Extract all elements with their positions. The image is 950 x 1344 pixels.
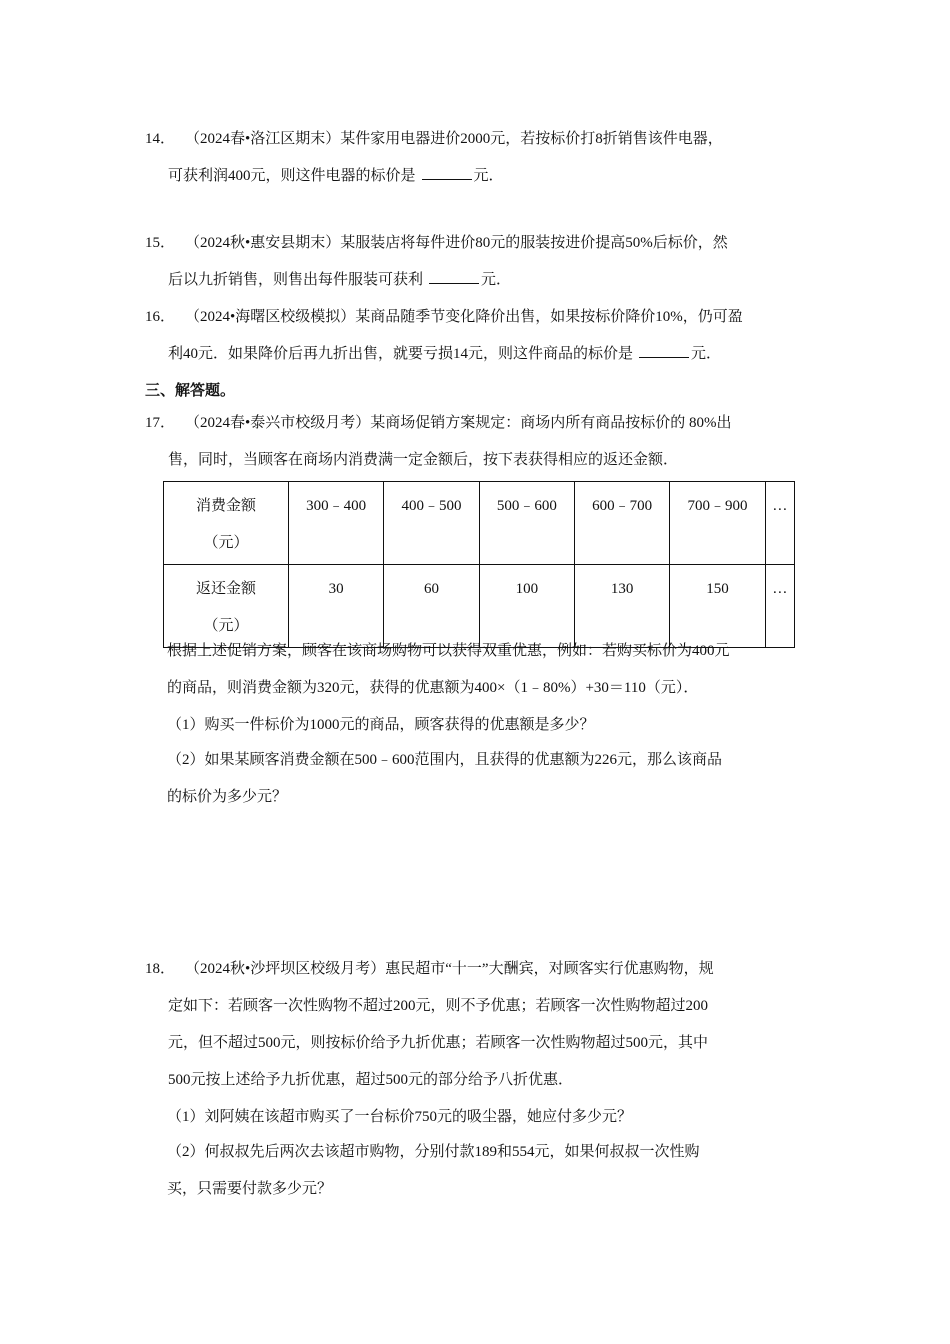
question-text-line: 定如下：若顾客一次性购物不超过200元，则不予优惠；若顾客一次性购物超过200 bbox=[168, 998, 709, 1014]
answer-blank[interactable] bbox=[639, 342, 689, 358]
question-number: 18． bbox=[145, 961, 176, 977]
table-cell: 600﹣700 bbox=[574, 482, 669, 565]
table-cell: 400﹣500 bbox=[384, 482, 479, 565]
table-cell: 100 bbox=[479, 565, 574, 648]
sub-question-text: 的标价为多少元？ bbox=[167, 789, 288, 805]
sub-question-2 bbox=[167, 1134, 812, 1208]
sub-question-text: （1）刘阿姨在该超市购买了一台标价750元的吸尘器，她应付多少元？ bbox=[167, 1109, 633, 1125]
question-text-line: （2024春•洛江区期末）某件家用电器进价2000元，若按标价打8折销售该件电器， bbox=[185, 131, 723, 147]
question-text-line: 可获利润400元，则这件电器的标价是 元． bbox=[145, 158, 810, 195]
table-cell: … bbox=[765, 482, 794, 565]
paragraph-line: 的商品，则消费金额为320元，获得的优惠额为400×（1﹣80%）+30＝110（元）． bbox=[167, 680, 699, 696]
question-text-line: （2024•海曙区校级模拟）某商品随季节变化降价出售，如果按标价降价10%，仍可盈 bbox=[185, 309, 743, 325]
sub-question-text: 买，只需要付款多少元？ bbox=[167, 1181, 333, 1197]
paragraph-line: 根据上述促销方案，顾客在该商场购物可以获得双重优惠，例如：若购买标价为400元 bbox=[167, 643, 730, 659]
question-16 bbox=[145, 299, 810, 373]
answer-blank[interactable] bbox=[429, 268, 479, 284]
example-paragraph bbox=[167, 633, 812, 707]
sub-question-1 bbox=[167, 1099, 812, 1136]
table-cell: 130 bbox=[574, 565, 669, 648]
question-text-line: 后以九折销售，则售出每件服装可获利 元． bbox=[145, 262, 810, 299]
question-text-line: （2024春•泰兴市校级月考）某商场促销方案规定：商场内所有商品按标价的 80%出 bbox=[185, 415, 732, 431]
table-cell: 700﹣900 bbox=[670, 482, 765, 565]
sub-question-text: （1）购买一件标价为1000元的商品，顾客获得的优惠额是多少？ bbox=[167, 717, 595, 733]
question-text-line: 500元按上述给予九折优惠，超过500元的部分给予八折优惠． bbox=[168, 1072, 574, 1088]
sub-question-1 bbox=[167, 707, 812, 744]
question-text-line: （2024秋•惠安县期末）某服装店将每件进价80元的服装按进价提高50%后标价，然 bbox=[185, 235, 728, 251]
table-cell: 60 bbox=[384, 565, 479, 648]
table-header-cell: 消费金额 （元） bbox=[164, 482, 289, 565]
question-text-line: 售，同时，当顾客在商场内消费满一定金额后，按下表获得相应的返还金额． bbox=[168, 452, 679, 468]
question-text-line: （2024秋•沙坪坝区校级月考）惠民超市“十一”大酬宾，对顾客实行优惠购物，规 bbox=[185, 961, 714, 977]
question-number: 14． bbox=[145, 131, 176, 147]
sub-question-2 bbox=[167, 742, 812, 816]
table-cell: 300﹣400 bbox=[289, 482, 384, 565]
sub-question-text: （2）如果某顾客消费金额在500﹣600范围内，且获得的优惠额为226元，那么该商品 bbox=[167, 752, 723, 768]
question-17 bbox=[145, 405, 810, 479]
question-14 bbox=[145, 121, 810, 195]
question-18 bbox=[145, 951, 810, 1099]
question-number: 17． bbox=[145, 415, 176, 431]
sub-question-text: （2）何叔叔先后两次去该超市购物，分别付款189和554元，如果何叔叔一次性购 bbox=[167, 1144, 700, 1160]
table-header-cell: 返还金额 （元） bbox=[164, 565, 289, 648]
question-number: 16． bbox=[145, 309, 176, 325]
section-heading: 三、解答题。 bbox=[145, 383, 236, 399]
question-number: 15． bbox=[145, 235, 176, 251]
table-row bbox=[164, 482, 795, 565]
table-cell: 150 bbox=[670, 565, 765, 648]
question-15 bbox=[145, 225, 810, 299]
answer-blank[interactable] bbox=[422, 164, 472, 180]
question-text-line: 元，但不超过500元，则按标价给予九折优惠；若顾客一次性购物超过500元，其中 bbox=[168, 1035, 709, 1051]
question-text-line: 利40元．如果降价后再九折出售，就要亏损14元，则这件商品的标价是 元． bbox=[145, 336, 810, 373]
table-cell: 30 bbox=[289, 565, 384, 648]
table-cell: … bbox=[765, 565, 794, 648]
table-cell: 500﹣600 bbox=[479, 482, 574, 565]
promotion-table bbox=[163, 481, 795, 648]
